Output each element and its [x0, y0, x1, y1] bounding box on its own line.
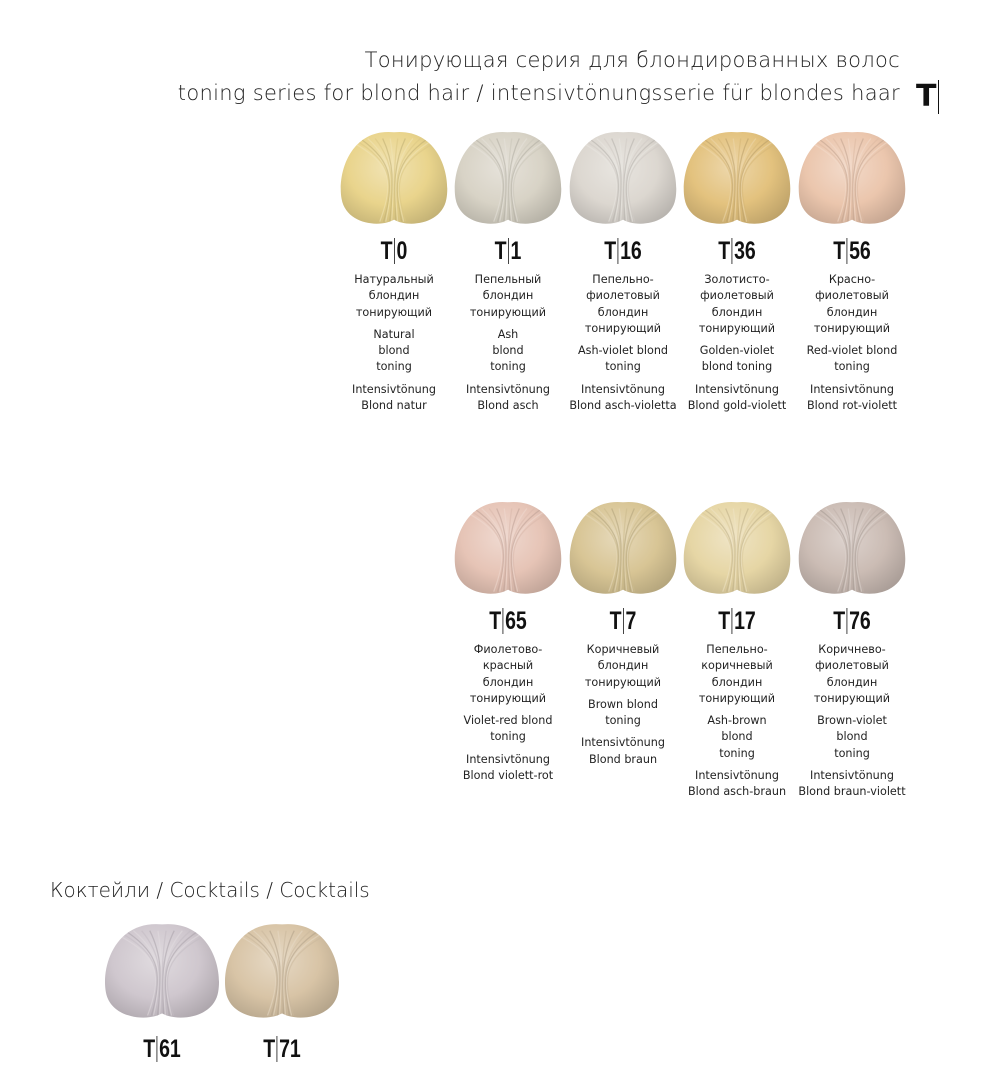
shade-desc-ru: Натуральный блондин тонирующий [354, 273, 434, 319]
shade-card-7 [566, 496, 680, 768]
shade-desc-en: Ash-violet blond toning [577, 344, 669, 374]
shade-code-prefix: T [495, 238, 509, 264]
shade-desc-ru: Золотисто- фиолетовый блондин тонирующий [698, 273, 776, 335]
shade-code [579, 606, 668, 636]
hair-swatch [220, 918, 344, 1028]
shade-code [579, 236, 668, 266]
hair-swatch [680, 496, 794, 600]
hair-swatch [100, 918, 224, 1028]
shade-card-1 [451, 126, 565, 414]
shade-desc-en: Golden-violet blond toning [699, 344, 775, 374]
hair-swatch [795, 496, 909, 600]
shade-card-76 [795, 496, 909, 801]
hair-swatch [451, 126, 565, 230]
shade-code-prefix: T [718, 608, 732, 634]
shade-code-number: 0 [396, 237, 408, 265]
cocktail-code-number: 71 [279, 1035, 301, 1063]
cocktail-code-number: 61 [159, 1035, 181, 1063]
shade-desc-de: Intensivtönung Blond natur [352, 382, 436, 413]
shade-card-36 [680, 126, 794, 414]
hair-swatch [451, 496, 565, 600]
shade-desc-de: Intensivtönung Blond rot-violett [806, 382, 898, 413]
shade-desc-de: Intensivtönung Blond asch [466, 382, 550, 413]
shade-code-number: 1 [510, 237, 522, 265]
shade-card-0 [337, 126, 451, 414]
hair-swatch [337, 126, 451, 230]
shade-desc-de: Intensivtönung Blond gold-violett [687, 382, 787, 413]
series-letter-mark: T [916, 80, 939, 114]
shade-code-number: 76 [849, 607, 871, 635]
shade-code [464, 606, 553, 636]
series-title-en: toning series for blond hair / intensivtönungsserie für blondes haar [177, 81, 900, 105]
shade-desc-ru: Пепельно- фиолетовый блондин тонирующий [584, 273, 662, 335]
shade-code-number: 17 [734, 607, 756, 635]
shade-code-prefix: T [610, 608, 624, 634]
shade-desc-en: Ash-brown blond toning [707, 714, 767, 760]
shade-desc-de: Intensivtönung Blond braun-violett [798, 769, 906, 799]
shade-desc-de: Intensivtönung Blond asch-violetta [569, 382, 677, 413]
shade-desc-de: Intensivtönung Blond asch-braun [687, 769, 787, 799]
cocktail-code [234, 1034, 331, 1064]
series-title-ru: Тонирующая серия для блондированных волос [364, 48, 900, 72]
shade-code-number: 36 [734, 237, 756, 265]
shade-code-number: 65 [505, 607, 527, 635]
shade-code [464, 236, 553, 266]
shade-desc-en: Red-violet blond toning [806, 344, 898, 374]
shade-desc-de: Intensivtönung Blond violett-rot [462, 752, 554, 783]
shade-desc-en: Ash blond toning [490, 327, 526, 374]
shade-code [808, 236, 897, 266]
shade-desc-en: Violet-red blond toning [463, 714, 553, 744]
shade-code-number: 56 [849, 237, 871, 265]
shade-code [808, 606, 897, 636]
shade-card-56 [795, 126, 909, 414]
shade-code [693, 606, 782, 636]
shade-desc-ru: Коричневый блондин тонирующий [584, 643, 662, 689]
shade-desc-ru: Пепельно- коричневый блондин тонирующий [698, 643, 776, 705]
shade-code-prefix: T [833, 608, 847, 634]
shade-desc-en: Brown blond toning [588, 697, 658, 728]
shade-desc-ru: Коричнево- фиолетовый блондин тонирующий [813, 643, 891, 705]
shade-card-65 [451, 496, 565, 784]
shade-desc-en: Natural blond toning [373, 327, 415, 374]
hair-swatch [680, 126, 794, 230]
cocktail-code-prefix: T [263, 1036, 277, 1062]
shade-desc-en: Brown-violet blond toning [817, 714, 887, 760]
shade-card-17 [680, 496, 794, 801]
cocktail-card-71 [220, 918, 344, 1064]
shade-code [693, 236, 782, 266]
shade-code-prefix: T [381, 238, 395, 264]
cocktail-code-prefix: T [143, 1036, 157, 1062]
shade-code-prefix: T [833, 238, 847, 264]
hair-swatch [795, 126, 909, 230]
shade-code-number: 7 [625, 607, 637, 635]
cocktail-code [114, 1034, 211, 1064]
cocktails-title: Коктейли / Cocktails / Cocktails [50, 878, 370, 902]
shade-card-16 [566, 126, 680, 414]
shade-code-prefix: T [489, 608, 503, 634]
shade-desc-de: Intensivtönung Blond braun [581, 736, 665, 766]
shade-code [350, 236, 439, 266]
shade-code-prefix: T [718, 238, 732, 264]
shade-desc-ru: Пепельный блондин тонирующий [469, 273, 547, 319]
shade-desc-ru: Фиолетово- красный блондин тонирующий [469, 643, 547, 705]
cocktail-card-61 [100, 918, 224, 1064]
hair-swatch [566, 126, 680, 230]
shade-code-prefix: T [604, 238, 618, 264]
hair-swatch [566, 496, 680, 600]
shade-code-number: 16 [620, 237, 642, 265]
shade-desc-ru: Красно- фиолетовый блондин тонирующий [813, 273, 891, 335]
